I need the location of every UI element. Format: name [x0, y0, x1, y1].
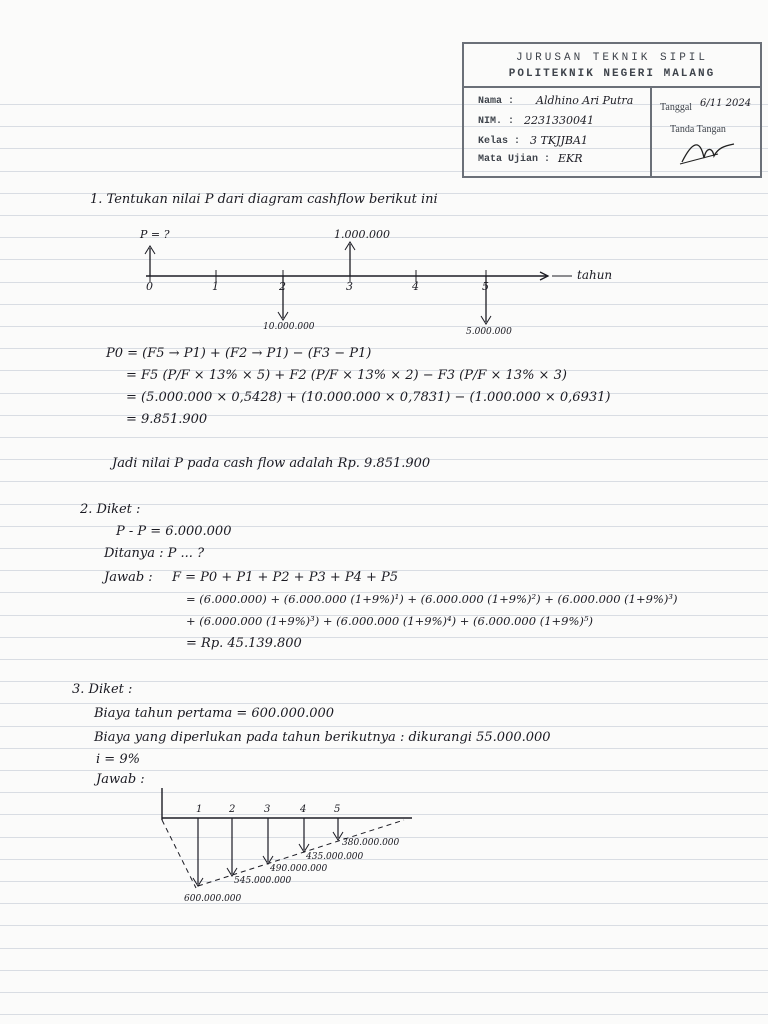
q3-dashed-left [162, 820, 196, 888]
subject-value: EKR [558, 152, 583, 165]
q3-tick-label-1: 1 [196, 804, 203, 815]
stamp-department: JURUSAN TEKNIK SIPIL [515, 52, 709, 64]
q1-p-label: P = ? [140, 228, 170, 241]
q1-title: 1. Tentukan nilai P dari diagram cashflow berikut ini [90, 192, 438, 207]
q2-line-1: = (6.000.000) + (6.000.000 (1+9%)¹) + (6.000.000 (1+9%)²) + (6.000.000 (1+9%)³) [186, 592, 678, 606]
q3-title: 3. Diket : [72, 682, 133, 697]
date-label: Tanggal [660, 102, 693, 113]
date-value: 6/11 2024 [700, 98, 752, 109]
q3-dashed-gradient [198, 820, 404, 886]
signature-label: Tanda Tangan [670, 124, 726, 135]
q3-tick-label-2: 2 [229, 804, 236, 815]
name-label: Nama : [478, 96, 515, 107]
q1-tick-label-4: 4 [412, 280, 419, 293]
q1-down-value-5: 5.000.000 [466, 327, 512, 337]
nim-value: 2231330041 [524, 114, 594, 127]
nim-label: NIM. : [478, 116, 515, 127]
q2-title: 2. Diket : [80, 502, 141, 517]
q1-top-value: 1.000.000 [334, 228, 390, 241]
q1-tick-label-5: 5 [482, 280, 489, 293]
q1-tick-label-0: 0 [146, 280, 153, 293]
q1-line-3: = (5.000.000 × 0,5428) + (10.000.000 × 0,7831) − (1.000.000 × 0,6931) [126, 390, 611, 405]
q1-conclusion: Jadi nilai P pada cash flow adalah Rp. 9.851.900 [112, 456, 431, 471]
class-value: 3 TKJJBA1 [530, 134, 588, 147]
q3-tick-label-5: 5 [334, 804, 341, 815]
q3-value-2: 545.000.000 [234, 876, 292, 886]
q2-answer-label: Jawab : [104, 570, 153, 585]
q3-value-4: 435.000.000 [306, 852, 364, 862]
class-label: Kelas : [478, 136, 521, 147]
q2-given: P - P = 6.000.000 [116, 524, 232, 539]
q2-asked: Ditanya : P ... ? [104, 546, 205, 561]
q1-tick-label-2: 2 [279, 280, 286, 293]
q3-line-1: Biaya tahun pertama = 600.000.000 [94, 706, 335, 721]
q3-line-2: Biaya yang diperlukan pada tahun berikutnya : dikurangi 55.000.000 [94, 730, 551, 745]
q1-tick-label-1: 1 [212, 280, 219, 293]
q1-line-4: = 9.851.900 [126, 412, 208, 427]
q1-down-value-2: 10.000.000 [263, 322, 315, 332]
subject-label: Mata Ujian : [478, 154, 551, 165]
q2-equation: F = P0 + P1 + P2 + P3 + P4 + P5 [172, 570, 399, 585]
q1-tick-label-3: 3 [346, 280, 353, 293]
q3-value-1: 600.000.000 [184, 894, 242, 904]
q3-tick-label-3: 3 [264, 804, 271, 815]
q2-result: = Rp. 45.139.800 [186, 636, 302, 651]
name-value: Aldhino Ari Putra [536, 94, 634, 107]
q2-line-2: + (6.000.000 (1+9%)³) + (6.000.000 (1+9%)⁴) + (6.000.000 (1+9%)⁵) [186, 614, 593, 628]
q3-value-3: 490.000.000 [270, 864, 328, 874]
q3-answer-label: Jawab : [96, 772, 145, 787]
q3-line-3: i = 9% [96, 752, 140, 767]
q3-tick-label-4: 4 [300, 804, 307, 815]
q1-axis-label: tahun [577, 268, 613, 282]
q1-line-2: = F5 (P/F × 13% × 5) + F2 (P/F × 13% × 2) − F3 (P/F × 13% × 3) [126, 368, 567, 383]
q1-line-1: P0 = (F5 → P1) + (F2 → P1) − (F3 − P1) [106, 346, 372, 361]
stamp-institution: POLITEKNIK NEGERI MALANG [508, 68, 716, 80]
q3-value-5: 380.000.000 [342, 838, 400, 848]
